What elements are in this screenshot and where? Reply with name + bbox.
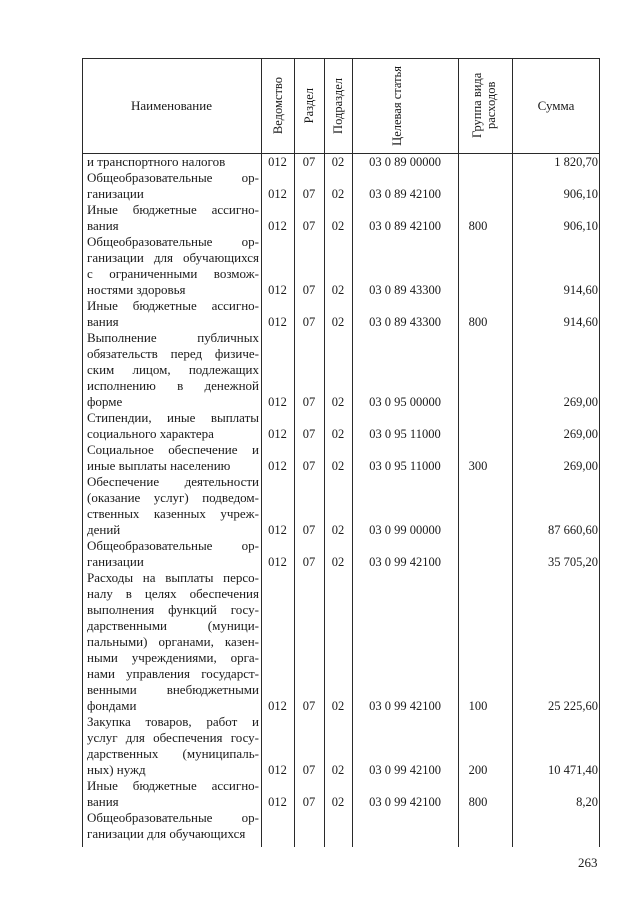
header-name: Наименование xyxy=(131,97,212,113)
cell-subsection: 02 xyxy=(331,555,345,569)
cell-target-article: 03 0 95 11000 xyxy=(369,459,441,473)
row-name xyxy=(87,154,259,170)
row-name-line: налу в целях обеспечения xyxy=(87,586,259,601)
cell-expense-group: 200 xyxy=(468,763,488,777)
cell-amount: 8,20 xyxy=(576,795,598,809)
row-name-line: Обеспечение деятельности xyxy=(87,474,259,489)
cell-section: 07 xyxy=(302,155,316,169)
header-section: Раздел xyxy=(302,87,316,124)
cell-section: 07 xyxy=(302,763,316,777)
table-row xyxy=(82,442,600,474)
table-row xyxy=(82,170,600,202)
row-name-line: ственных казенных учреж- xyxy=(87,506,259,521)
row-name-line: ных) нужд xyxy=(87,762,146,777)
cell-target-article: 03 0 89 42100 xyxy=(369,219,441,233)
cell-amount: 269,00 xyxy=(563,395,598,409)
cell-section: 07 xyxy=(302,219,316,233)
row-name-line: выполнения функций госу- xyxy=(87,602,259,617)
cell-expense-group: 800 xyxy=(468,219,488,233)
cell-department: 012 xyxy=(268,555,287,569)
row-name-line: (оказание услуг) подведом- xyxy=(87,490,259,505)
cell-section: 07 xyxy=(302,555,316,569)
cell-expense-group: 800 xyxy=(468,795,488,809)
cell-section: 07 xyxy=(302,459,316,473)
cell-target-article: 03 0 89 43300 xyxy=(369,283,441,297)
cell-subsection: 02 xyxy=(331,187,345,201)
cell-expense-group: 100 xyxy=(468,699,488,713)
cell-target-article: 03 0 99 00000 xyxy=(369,523,441,537)
cell-subsection: 02 xyxy=(331,219,345,233)
row-name-line: Выполнение публичных xyxy=(87,330,259,345)
row-name-line: Общеобразовательные ор- xyxy=(87,810,259,825)
cell-section: 07 xyxy=(302,523,316,537)
cell-section: 07 xyxy=(302,795,316,809)
row-name-line: дарственных (муниципаль- xyxy=(87,746,259,761)
cell-amount: 10 471,40 xyxy=(548,763,598,777)
budget-table xyxy=(82,58,600,847)
row-name-line: Закупка товаров, работ и xyxy=(87,714,259,729)
cell-amount: 906,10 xyxy=(563,187,598,201)
cell-section: 07 xyxy=(302,427,316,441)
cell-subsection: 02 xyxy=(331,283,345,297)
table-row xyxy=(82,810,600,842)
row-name-line: вания xyxy=(87,314,119,329)
cell-department: 012 xyxy=(268,315,287,329)
row-name-line: ностями здоровья xyxy=(87,282,186,297)
row-name xyxy=(87,474,259,538)
row-name-line: Социальное обеспечение и xyxy=(87,442,259,457)
cell-target-article: 03 0 99 42100 xyxy=(369,699,441,713)
row-name-line: Стипендии, иные выплаты xyxy=(87,410,259,425)
row-name-line: вания xyxy=(87,794,119,809)
cell-department: 012 xyxy=(268,795,287,809)
row-name-line: дений xyxy=(87,522,121,537)
header-department: Ведомство xyxy=(270,76,285,135)
table-row xyxy=(82,154,600,170)
cell-amount: 269,00 xyxy=(563,459,598,473)
cell-subsection: 02 xyxy=(331,427,345,441)
table-row xyxy=(82,330,600,410)
cell-amount: 87 660,60 xyxy=(548,523,598,537)
row-name xyxy=(87,410,259,442)
row-name-line: Иные бюджетные ассигно- xyxy=(87,202,259,217)
table-row xyxy=(82,714,600,778)
row-name-line: ганизации для обучающихся xyxy=(87,826,246,841)
cell-department: 012 xyxy=(268,219,287,233)
cell-section: 07 xyxy=(302,315,316,329)
row-name xyxy=(87,234,259,298)
cell-department: 012 xyxy=(268,187,287,201)
row-name-line: Расходы на выплаты персо- xyxy=(87,570,259,585)
row-name xyxy=(87,570,259,714)
row-name-line: ганизации xyxy=(87,554,144,569)
cell-amount: 269,00 xyxy=(563,427,598,441)
cell-department: 012 xyxy=(268,459,287,473)
header-subsection: Подраздел xyxy=(331,77,345,134)
cell-expense-group: 300 xyxy=(468,459,488,473)
row-name-line: венными внебюджетными xyxy=(87,682,259,697)
header-target-article: Целевая статья xyxy=(390,65,404,146)
cell-section: 07 xyxy=(302,283,316,297)
table-row xyxy=(82,410,600,442)
row-name xyxy=(87,170,259,202)
table-row xyxy=(82,570,600,714)
header-amount: Сумма xyxy=(537,97,575,113)
row-name xyxy=(87,442,259,474)
cell-department: 012 xyxy=(268,155,287,169)
cell-amount: 25 225,60 xyxy=(548,699,598,713)
row-name-line: Иные бюджетные ассигно- xyxy=(87,778,259,793)
table-row xyxy=(82,474,600,538)
row-name xyxy=(87,202,259,234)
row-name-line: услуг для обеспечения госу- xyxy=(87,730,259,745)
row-name-line: Иные бюджетные ассигно- xyxy=(87,298,259,313)
cell-target-article: 03 0 95 00000 xyxy=(369,395,441,409)
cell-target-article: 03 0 95 11000 xyxy=(369,427,441,441)
cell-department: 012 xyxy=(268,283,287,297)
cell-target-article: 03 0 99 42100 xyxy=(369,795,441,809)
row-name-line: с ограниченными возмож- xyxy=(87,266,259,281)
cell-amount: 906,10 xyxy=(563,219,598,233)
table-row xyxy=(82,234,600,298)
row-name-line: социального характера xyxy=(87,426,214,441)
row-name-line: нами управления государст- xyxy=(87,666,259,681)
row-name-line: ским лицом, подлежащих xyxy=(87,362,259,377)
cell-amount: 35 705,20 xyxy=(548,555,598,569)
row-name-line: ганизации для обучающихся xyxy=(87,250,259,265)
row-name xyxy=(87,298,259,330)
cell-subsection: 02 xyxy=(331,459,345,473)
page-number: 263 xyxy=(578,855,598,870)
cell-amount: 914,60 xyxy=(563,315,598,329)
row-name xyxy=(87,778,259,810)
cell-target-article: 03 0 99 42100 xyxy=(369,763,441,777)
table-row xyxy=(82,298,600,330)
cell-subsection: 02 xyxy=(331,795,345,809)
row-name-line: ными учреждениями, орга- xyxy=(87,650,259,665)
cell-target-article: 03 0 89 43300 xyxy=(369,315,441,329)
header-expense-group: Группа вида расходов xyxy=(470,72,498,139)
cell-subsection: 02 xyxy=(331,699,345,713)
cell-department: 012 xyxy=(268,427,287,441)
cell-target-article: 03 0 99 42100 xyxy=(369,555,441,569)
cell-department: 012 xyxy=(268,523,287,537)
row-name xyxy=(87,810,259,842)
table-row xyxy=(82,538,600,570)
cell-subsection: 02 xyxy=(331,523,345,537)
cell-section: 07 xyxy=(302,395,316,409)
row-name-line: исполнению в денежной xyxy=(87,378,259,393)
cell-section: 07 xyxy=(302,187,316,201)
cell-target-article: 03 0 89 00000 xyxy=(369,155,441,169)
cell-subsection: 02 xyxy=(331,315,345,329)
cell-subsection: 02 xyxy=(331,155,345,169)
cell-department: 012 xyxy=(268,395,287,409)
row-name-line: ганизации xyxy=(87,186,144,201)
cell-amount: 1 820,70 xyxy=(554,155,598,169)
row-name-line: Общеобразовательные ор- xyxy=(87,234,259,249)
row-name-line: вания xyxy=(87,218,119,233)
cell-section: 07 xyxy=(302,699,316,713)
row-name-line: Общеобразовательные ор- xyxy=(87,538,259,553)
cell-department: 012 xyxy=(268,699,287,713)
row-name-line: иные выплаты населению xyxy=(87,458,231,473)
cell-subsection: 02 xyxy=(331,763,345,777)
row-name-line: и транспортного налогов xyxy=(87,154,226,169)
cell-department: 012 xyxy=(268,763,287,777)
row-name xyxy=(87,714,259,778)
row-name-line: форме xyxy=(87,394,123,409)
cell-target-article: 03 0 89 42100 xyxy=(369,187,441,201)
row-name-line: пальными) органами, казен- xyxy=(87,634,259,649)
row-name-line: фондами xyxy=(87,698,137,713)
row-name xyxy=(87,538,259,570)
row-name-line: Общеобразовательные ор- xyxy=(87,170,259,185)
cell-subsection: 02 xyxy=(331,395,345,409)
row-name-line: дарственными (муници- xyxy=(87,618,259,633)
cell-expense-group: 800 xyxy=(468,315,488,329)
cell-amount: 914,60 xyxy=(563,283,598,297)
row-name xyxy=(87,330,259,410)
row-name-line: обязательств перед физиче- xyxy=(87,346,259,361)
table-row xyxy=(82,202,600,234)
table-row xyxy=(82,778,600,810)
